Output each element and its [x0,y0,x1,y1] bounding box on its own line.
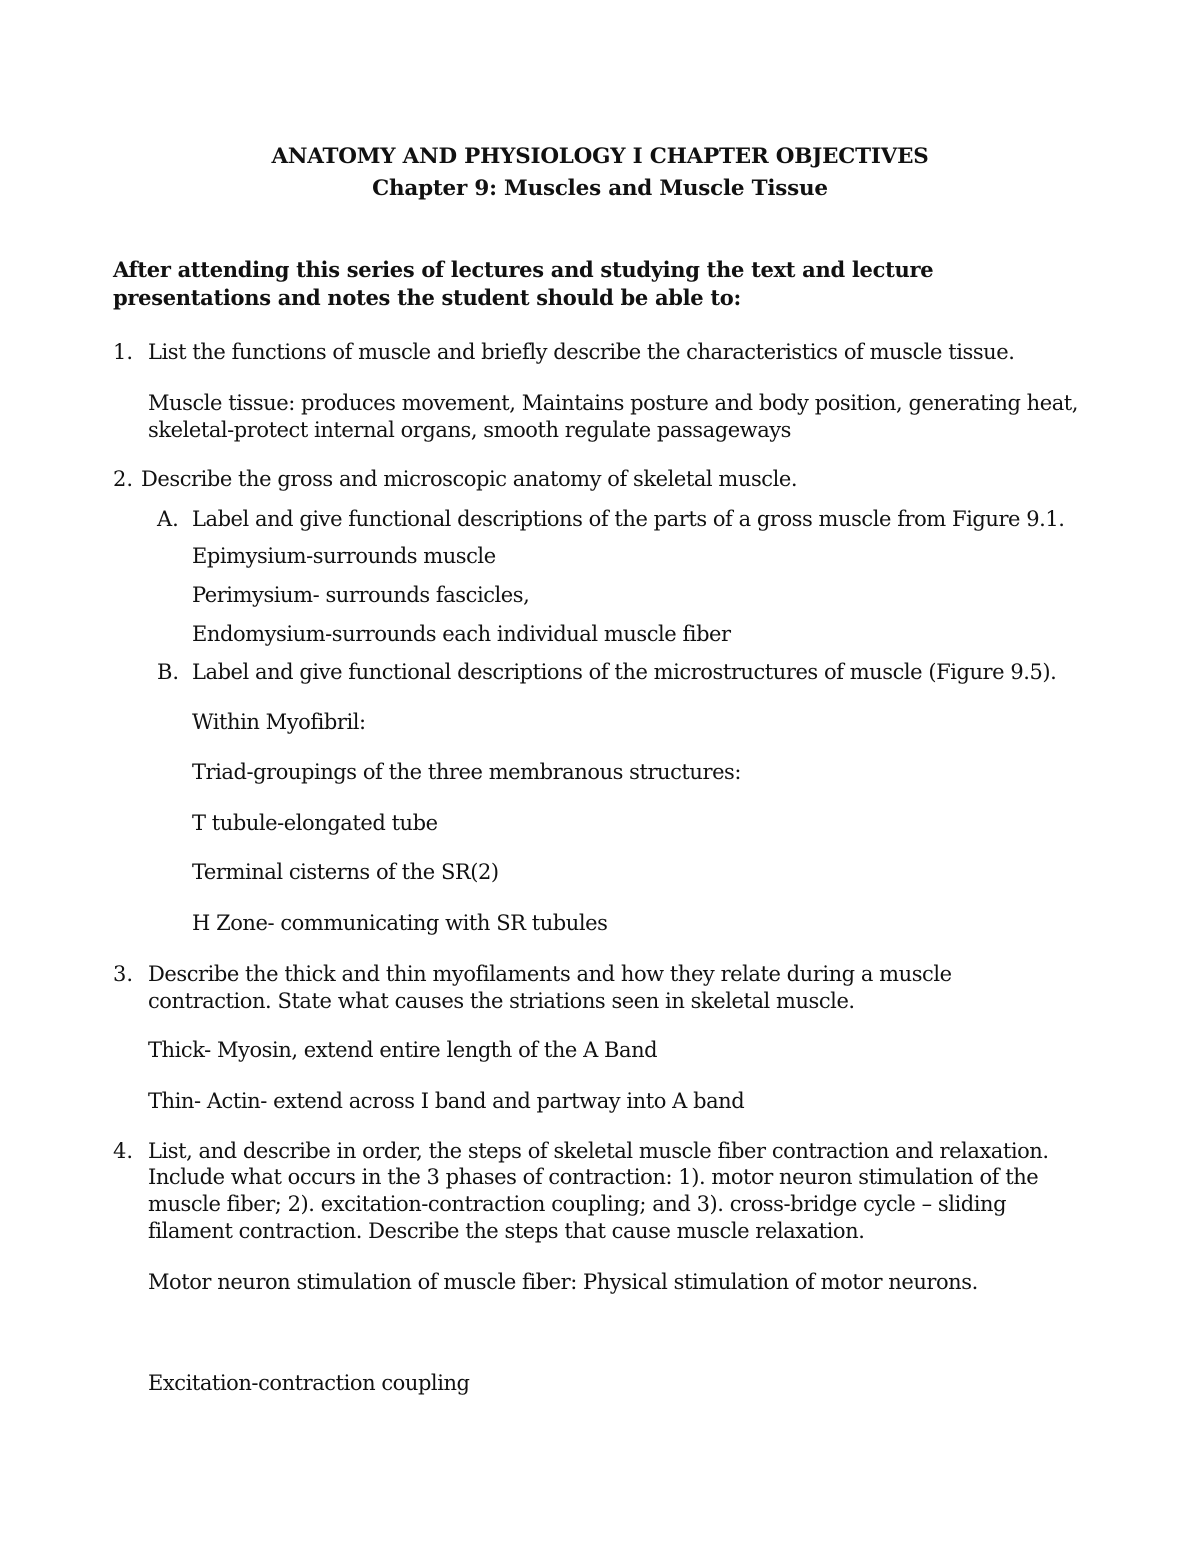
objective-4-answer: Excitation-contraction coupling [148,1371,470,1395]
objective-1-answer-line-1: Muscle tissue: produces movement, Maintains posture and body position, generating heat, [148,391,1079,415]
objective-3-answer: Thin- Actin- extend across I band and partway into A band [148,1089,745,1113]
objective-2b-item: T tubule-elongated tube [192,811,438,835]
intro-line-2: presentations and notes the student should be able to: [113,285,741,310]
document-title: ANATOMY AND PHYSIOLOGY I CHAPTER OBJECTIVES [271,144,929,169]
objective-2a-text: Label and give functional descriptions of the parts of a gross muscle from Figure 9.1. [192,507,1065,531]
objective-2a-letter: A. [157,507,179,531]
chapter-title: Chapter 9: Muscles and Muscle Tissue [372,176,828,201]
objective-1-text: List the functions of muscle and briefly describe the characteristics of muscle tissue. [148,340,1015,364]
objective-3-answer: Thick- Myosin, extend entire length of the A Band [148,1038,658,1062]
objective-2-text: Describe the gross and microscopic anatomy of skeletal muscle. [141,467,798,491]
objective-2b-item: Within Myofibril: [192,710,366,734]
objective-4-line-3: muscle fiber; 2). excitation-contraction coupling; and 3). cross-bridge cycle – sliding [148,1192,1007,1216]
objective-4-line-2: Include what occurs in the 3 phases of contraction: 1). motor neuron stimulation of the [148,1165,1039,1189]
objective-2b-item: H Zone- communicating with SR tubules [192,911,608,935]
objective-4-line-4: filament contraction. Describe the steps that cause muscle relaxation. [148,1219,865,1243]
objective-4-answer: Motor neuron stimulation of muscle fiber: Physical stimulation of motor neurons. [148,1270,978,1294]
objective-1-answer-line-2: skeletal-protect internal organs, smooth regulate passageways [148,418,792,442]
objective-2b-letter: B. [157,660,180,684]
objective-2b-item: Triad-groupings of the three membranous structures: [192,760,742,784]
objective-2b-item: Terminal cisterns of the SR(2) [192,860,499,884]
objective-4-line-1: List, and describe in order, the steps of skeletal muscle fiber contraction and relaxation. [148,1139,1049,1163]
objective-2b-text: Label and give functional descriptions of the microstructures of muscle (Figure 9.5). [192,660,1057,684]
objective-2a-item: Perimysium- surrounds fascicles, [192,583,530,607]
intro-line-1: After attending this series of lectures and studying the text and lecture [113,257,934,282]
objective-2a-item: Epimysium-surrounds muscle [192,544,496,568]
objective-4-number: 4. [113,1139,134,1163]
objective-3-line-1: Describe the thick and thin myofilaments and how they relate during a muscle [148,962,952,986]
objective-1-number: 1. [113,340,134,364]
objective-2-number: 2. [113,467,134,491]
objective-2a-item: Endomysium-surrounds each individual muscle fiber [192,622,731,646]
objective-3-line-2: contraction. State what causes the striations seen in skeletal muscle. [148,989,855,1013]
objective-3-number: 3. [113,962,134,986]
